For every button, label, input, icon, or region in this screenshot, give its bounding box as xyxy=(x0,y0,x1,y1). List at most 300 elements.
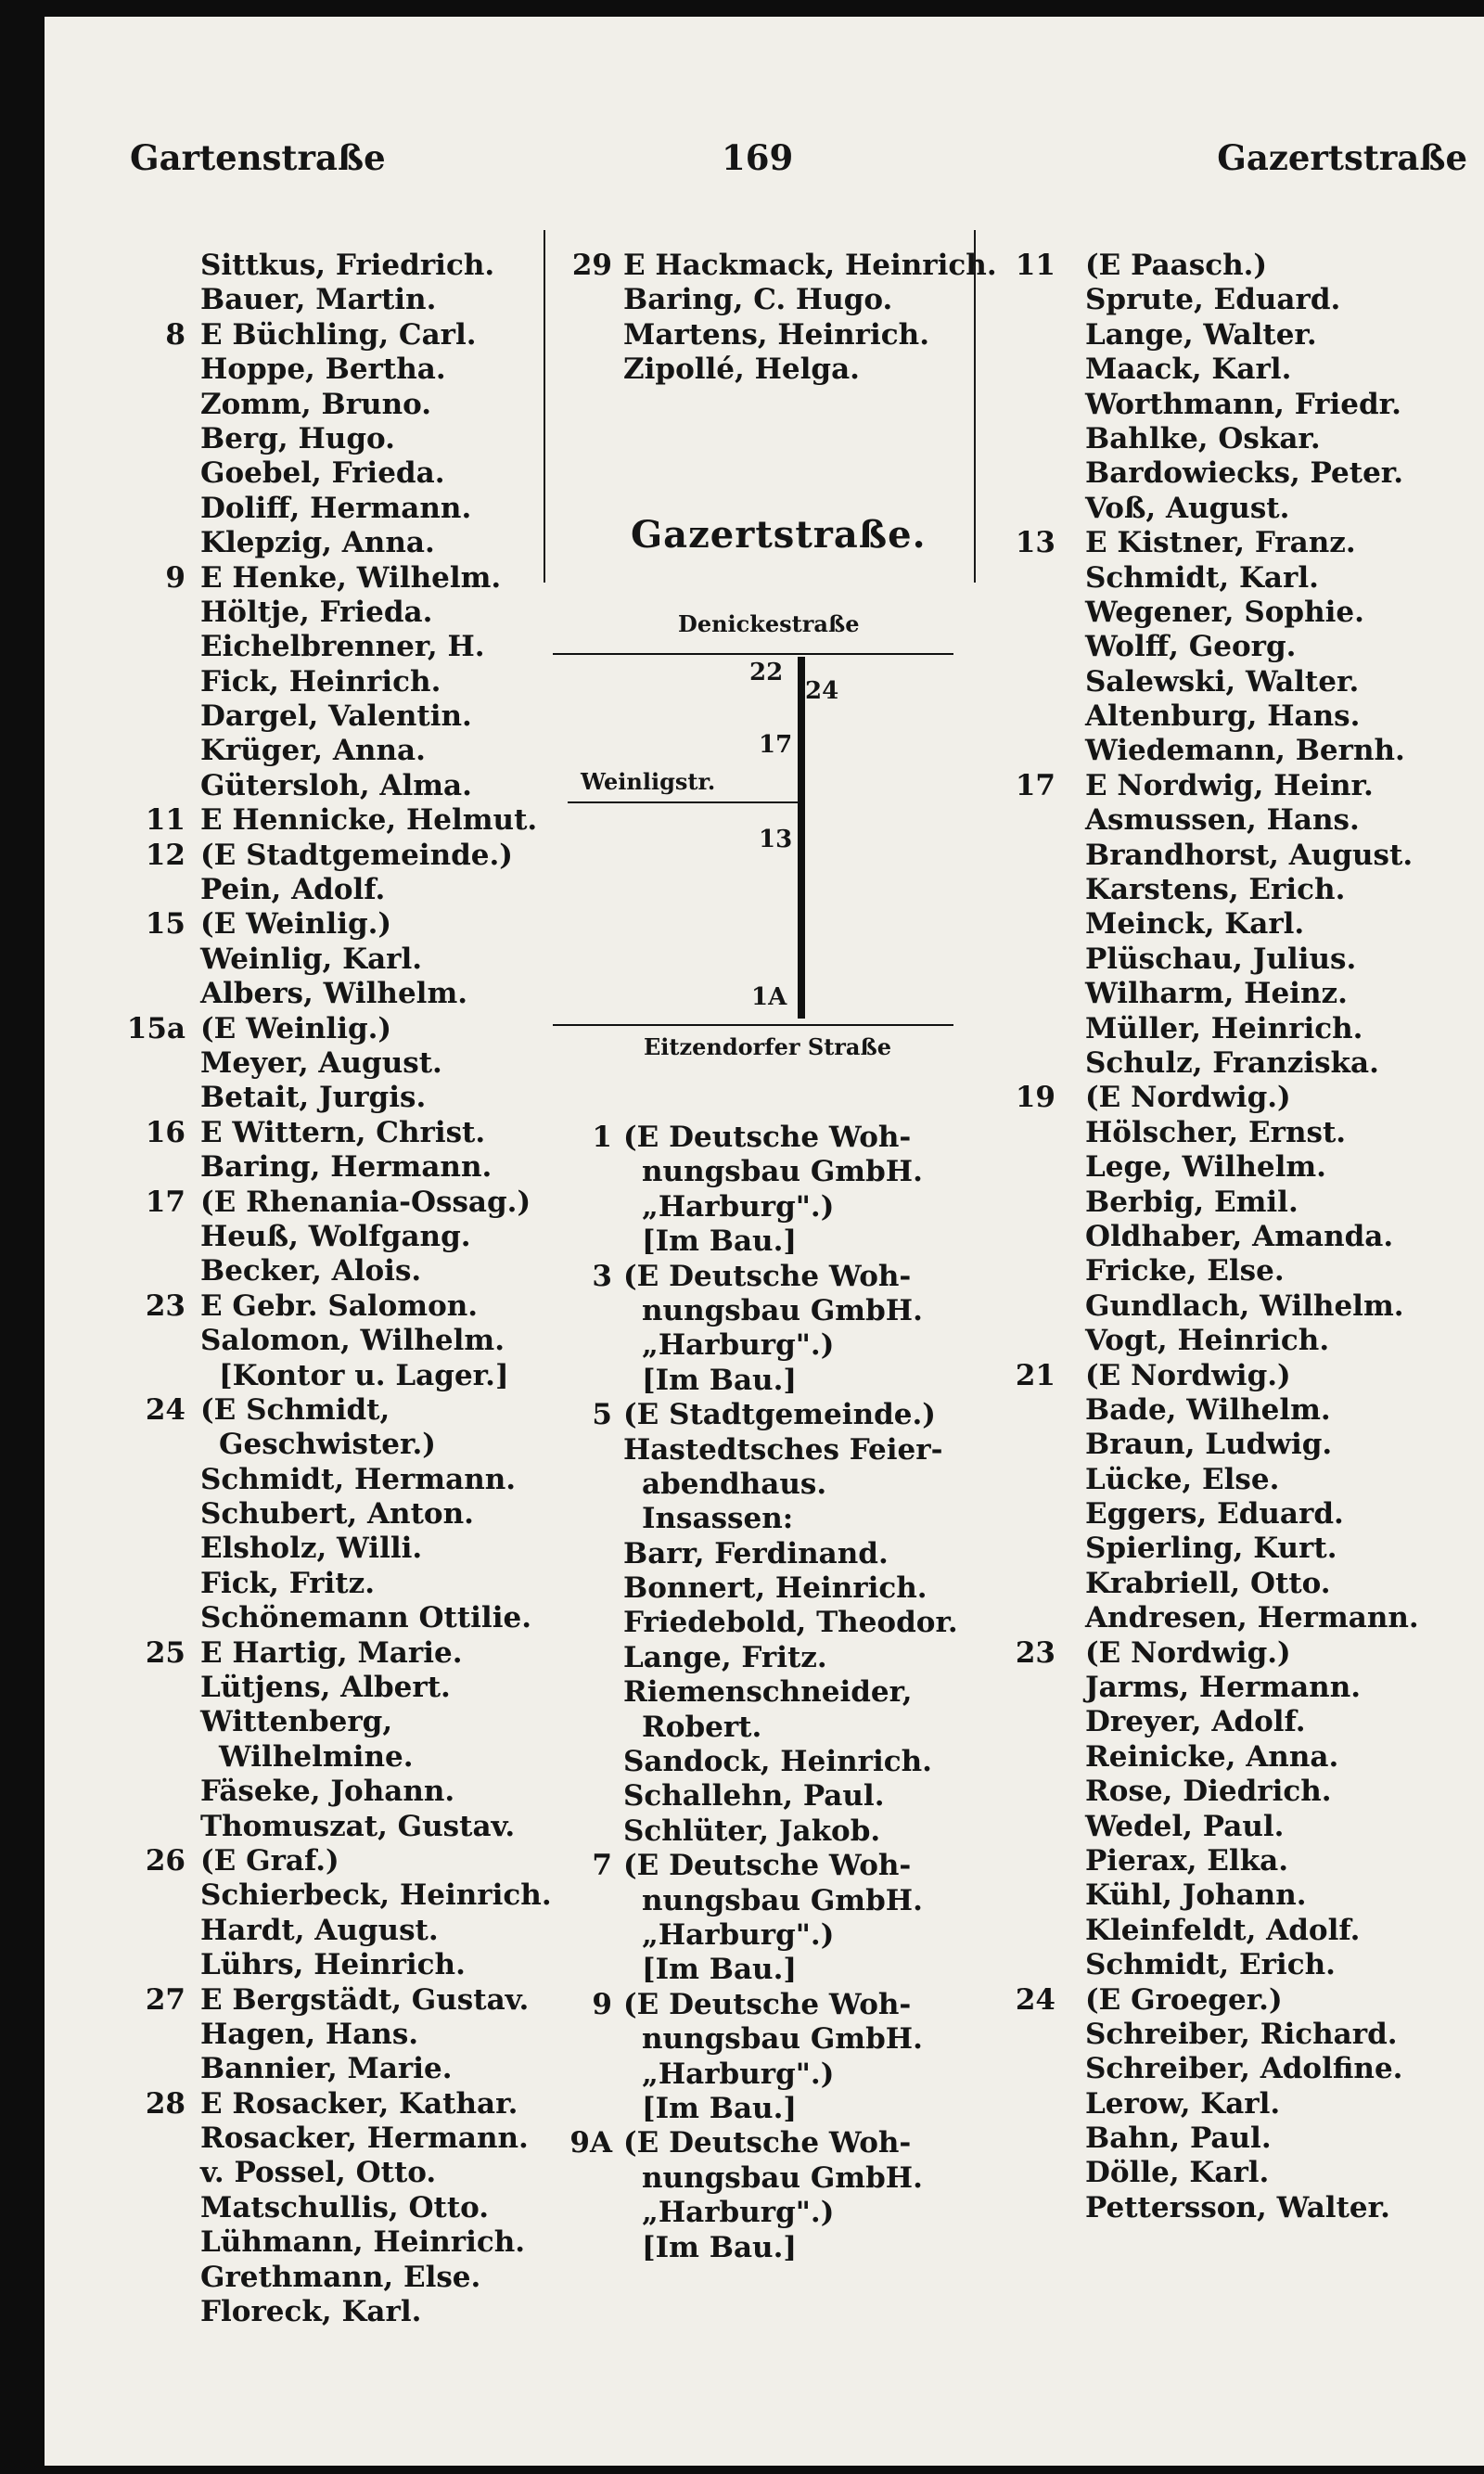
entry-row xyxy=(981,422,1482,456)
section-heading: Gazertstraße. xyxy=(631,513,927,557)
entry-row xyxy=(45,1775,553,1809)
entry-row xyxy=(45,699,553,734)
entry-row xyxy=(981,1532,1482,1566)
entry-row xyxy=(981,1324,1482,1358)
entry-row xyxy=(564,1675,1000,1710)
entry-row xyxy=(981,734,1482,768)
entry-row xyxy=(564,1364,1000,1398)
resident-name: Dölle, Karl. xyxy=(1085,2156,1270,2190)
resident-name: „Harburg".) xyxy=(642,2196,835,2230)
resident-name: Karstens, Erich. xyxy=(1085,873,1346,907)
resident-name: Baring, C. Hugo. xyxy=(623,283,893,317)
entry-row xyxy=(564,1711,1000,1745)
resident-name: Martens, Heinrich. xyxy=(623,317,929,352)
resident-name: „Harburg".) xyxy=(642,1189,835,1224)
resident-name: Lange, Fritz. xyxy=(623,1640,827,1674)
resident-name: Fäseke, Johann. xyxy=(200,1775,455,1809)
entry-row xyxy=(564,1398,1000,1432)
entry-row xyxy=(45,1810,553,1844)
resident-name: E Hackmack, Heinrich. xyxy=(623,249,997,282)
resident-name: [Kontor u. Lager.] xyxy=(219,1358,509,1392)
entry-row xyxy=(45,2018,553,2052)
entry-row xyxy=(981,1671,1482,1705)
entry-row xyxy=(981,665,1482,699)
entry-row xyxy=(564,2231,1000,2265)
entry-row xyxy=(981,1878,1482,1913)
entry-row xyxy=(564,1433,1000,1468)
map-side-rule xyxy=(568,801,800,803)
entry-row xyxy=(981,1740,1482,1775)
entry-row xyxy=(45,249,553,283)
resident-name: nungsbau GmbH. xyxy=(642,1883,923,1917)
resident-name: Schreiber, Adolfine. xyxy=(1085,2052,1403,2086)
map-main-street-line xyxy=(798,657,805,1019)
entry-row xyxy=(45,2052,553,2086)
resident-name: „Harburg".) xyxy=(642,2057,835,2091)
entry-row xyxy=(45,630,553,664)
resident-name: [Im Bau.] xyxy=(642,1953,798,1987)
resident-name: Schmidt, Erich. xyxy=(1085,1948,1336,1982)
map-house-24: 24 xyxy=(805,677,839,705)
resident-name: E Hartig, Marie. xyxy=(200,1635,463,1670)
map-house-13: 13 xyxy=(759,826,793,853)
resident-name: (E Paasch.) xyxy=(1085,249,1268,282)
resident-name: Pettersson, Walter. xyxy=(1085,2190,1390,2224)
resident-name: Spierling, Kurt. xyxy=(1085,1532,1337,1566)
entry-row xyxy=(981,1983,1482,2018)
entry-row xyxy=(45,2295,553,2329)
resident-name: Reinicke, Anna. xyxy=(1085,1739,1339,1774)
entry-row xyxy=(981,942,1482,977)
resident-name: Eggers, Eduard. xyxy=(1085,1497,1344,1532)
resident-name: Schierbeck, Heinrich. xyxy=(200,1878,552,1913)
entry-row xyxy=(45,2261,553,2295)
entry-row xyxy=(981,1012,1482,1046)
entry-row xyxy=(981,907,1482,942)
house-number: 23 xyxy=(1015,1635,1055,1670)
resident-name: E Nordwig, Heinr. xyxy=(1085,768,1374,802)
entry-row xyxy=(981,1393,1482,1428)
resident-name: Fick, Heinrich. xyxy=(200,664,441,699)
house-number: 17 xyxy=(145,1185,186,1219)
entry-row xyxy=(981,2156,1482,2190)
resident-name: Berg, Hugo. xyxy=(200,421,395,455)
house-number: 11 xyxy=(1015,249,1055,282)
resident-name: Wedel, Paul. xyxy=(1085,1809,1285,1843)
entry-row xyxy=(45,1254,553,1288)
resident-name: E Wittern, Christ. xyxy=(200,1115,486,1149)
resident-name: Worthmann, Friedr. xyxy=(1085,387,1401,421)
resident-name: Eichelbrenner, H. xyxy=(200,630,485,664)
resident-name: Dreyer, Adolf. xyxy=(1085,1705,1306,1739)
page-number: 169 xyxy=(722,137,794,178)
resident-name: Insassen: xyxy=(642,1502,794,1536)
entry-row xyxy=(564,1641,1000,1675)
entry-row xyxy=(564,1884,1000,1918)
resident-name: Schallehn, Paul. xyxy=(623,1779,885,1814)
resident-name: Lühmann, Heinrich. xyxy=(200,2225,526,2260)
resident-name: Hastedtsches Feier- xyxy=(623,1432,943,1467)
entry-row xyxy=(564,1849,1000,1883)
resident-name: nungsbau GmbH. xyxy=(642,1155,923,1189)
entry-row xyxy=(45,2156,553,2190)
entry-row xyxy=(45,1671,553,1705)
entry-row xyxy=(981,2087,1482,2121)
resident-name: E Kistner, Franz. xyxy=(1085,526,1356,560)
entry-row xyxy=(981,1359,1482,1393)
map-top-rule xyxy=(553,653,953,655)
entry-row xyxy=(45,1393,553,1428)
resident-name: (E Deutsche Woh- xyxy=(623,1121,912,1154)
resident-name: Riemenschneider, xyxy=(623,1675,913,1710)
entry-row xyxy=(564,1918,1000,1953)
resident-name: Oldhaber, Amanda. xyxy=(1085,1219,1394,1253)
house-number: 9 xyxy=(592,1987,612,2021)
resident-name: (E Deutsche Woh- xyxy=(623,1259,912,1293)
resident-name: Lücke, Else. xyxy=(1085,1462,1280,1496)
resident-name: Krabriell, Otto. xyxy=(1085,1566,1331,1600)
entry-row xyxy=(981,388,1482,422)
house-number: 23 xyxy=(145,1288,186,1323)
resident-name: Bannier, Marie. xyxy=(200,2052,453,2086)
resident-name: (E Groeger.) xyxy=(1085,1982,1283,2017)
entry-row xyxy=(981,249,1482,283)
entry-row xyxy=(45,769,553,803)
resident-name: Hölscher, Ernst. xyxy=(1085,1115,1347,1149)
entry-row xyxy=(981,1567,1482,1601)
entry-row xyxy=(45,1705,553,1739)
entry-row xyxy=(45,1463,553,1497)
resident-name: (E Nordwig.) xyxy=(1085,1081,1291,1115)
resident-name: Hardt, August. xyxy=(200,1913,439,1947)
resident-name: Bauer, Martin. xyxy=(200,283,437,317)
entry-row xyxy=(45,839,553,873)
resident-name: (E Nordwig.) xyxy=(1085,1635,1291,1670)
resident-name: Altenburg, Hans. xyxy=(1085,699,1361,734)
entry-row xyxy=(564,1468,1000,1502)
entry-row xyxy=(45,2087,553,2121)
entry-row xyxy=(981,2018,1482,2052)
resident-name: E Gebr. Salomon. xyxy=(200,1288,479,1323)
house-number: 16 xyxy=(145,1115,186,1149)
house-number: 8 xyxy=(165,317,186,352)
entry-row xyxy=(45,456,553,491)
resident-name: [Im Bau.] xyxy=(642,1363,798,1397)
entry-row xyxy=(45,422,553,456)
resident-name: Betait, Jurgis. xyxy=(200,1081,427,1115)
house-number: 27 xyxy=(145,1982,186,2017)
entry-row xyxy=(45,1914,553,1948)
resident-name: (E Weinlig.) xyxy=(200,1011,392,1045)
resident-name: Jarms, Hermann. xyxy=(1085,1671,1362,1705)
resident-name: Sandock, Heinrich. xyxy=(623,1745,932,1779)
resident-name: Lange, Walter. xyxy=(1085,317,1317,352)
entry-row xyxy=(564,249,1000,283)
resident-name: Wolff, Georg. xyxy=(1085,630,1297,664)
entry-row xyxy=(981,2191,1482,2225)
entry-row xyxy=(564,1988,1000,2022)
entry-row xyxy=(45,1532,553,1566)
resident-name: E Hennicke, Helmut. xyxy=(200,803,538,838)
entry-row xyxy=(45,1878,553,1913)
house-number: 15a xyxy=(126,1011,186,1045)
entry-row xyxy=(981,699,1482,734)
entry-row xyxy=(45,1150,553,1185)
entry-row xyxy=(981,873,1482,907)
resident-name: Bonnert, Heinrich. xyxy=(623,1571,928,1606)
entry-row xyxy=(45,1081,553,1115)
resident-name: „Harburg".) xyxy=(642,1328,835,1363)
resident-name: Berbig, Emil. xyxy=(1085,1185,1298,1219)
entry-row xyxy=(45,1983,553,2018)
resident-name: Maack, Karl. xyxy=(1085,353,1292,387)
resident-name: Elsholz, Willi. xyxy=(200,1532,423,1566)
header-left-street: Gartenstraße xyxy=(130,137,386,178)
entry-row xyxy=(45,665,553,699)
house-number: 15 xyxy=(145,907,186,942)
resident-name: E Büchling, Carl. xyxy=(200,317,477,352)
resident-name: Fick, Fritz. xyxy=(200,1566,376,1600)
entry-row xyxy=(981,2052,1482,2086)
entry-row xyxy=(45,907,553,942)
entry-row xyxy=(981,526,1482,560)
entry-row xyxy=(45,1428,553,1462)
entry-row xyxy=(564,1328,1000,1363)
resident-name: Bahn, Paul. xyxy=(1085,2121,1272,2156)
resident-name: Floreck, Karl. xyxy=(200,2295,422,2329)
entry-row xyxy=(981,1081,1482,1115)
resident-name: Wegener, Sophie. xyxy=(1085,595,1364,629)
entry-row xyxy=(45,1567,553,1601)
entry-row xyxy=(981,977,1482,1011)
resident-name: (E Deutsche Woh- xyxy=(623,1849,912,1883)
resident-name: Bardowiecks, Peter. xyxy=(1085,456,1404,491)
resident-name: Pein, Adolf. xyxy=(200,873,386,907)
entry-row xyxy=(45,388,553,422)
entry-row xyxy=(45,1186,553,1220)
house-number: 13 xyxy=(1015,526,1055,560)
resident-name: Kühl, Johann. xyxy=(1085,1878,1307,1913)
entry-row xyxy=(564,1571,1000,1606)
resident-name: Sittkus, Friedrich. xyxy=(200,249,495,282)
entry-row xyxy=(45,873,553,907)
resident-name: Robert. xyxy=(642,1710,762,1744)
entry-row xyxy=(564,1606,1000,1640)
house-number: 29 xyxy=(571,249,612,282)
resident-name: Schubert, Anton. xyxy=(200,1497,474,1532)
entry-row xyxy=(45,1046,553,1081)
entry-row xyxy=(45,353,553,387)
resident-name: Schmidt, Karl. xyxy=(1085,560,1319,595)
house-number: 5 xyxy=(592,1398,612,1432)
resident-name: Pierax, Elka. xyxy=(1085,1843,1289,1878)
resident-name: nungsbau GmbH. xyxy=(642,2022,923,2057)
entry-row xyxy=(45,1324,553,1358)
resident-name: (E Schmidt, xyxy=(200,1392,390,1427)
resident-name: Weinlig, Karl. xyxy=(200,942,423,976)
entry-row xyxy=(981,353,1482,387)
entry-row xyxy=(981,1289,1482,1324)
entry-row xyxy=(564,353,1000,387)
house-number: 17 xyxy=(1015,768,1055,802)
resident-name: Heuß, Wolfgang. xyxy=(200,1219,471,1253)
entry-row xyxy=(45,1220,553,1254)
resident-name: Sprute, Eduard. xyxy=(1085,283,1341,317)
directory-page xyxy=(45,17,1484,2466)
map-bottom-street: Eitzendorfer Straße xyxy=(644,1033,891,1060)
entry-row xyxy=(981,456,1482,491)
house-number: 28 xyxy=(145,2086,186,2121)
map-bottom-rule xyxy=(553,1024,953,1026)
entry-row xyxy=(981,1810,1482,1844)
resident-name: Matschullis, Otto. xyxy=(200,2190,490,2224)
entry-row xyxy=(981,1428,1482,1462)
entry-row xyxy=(564,1190,1000,1224)
resident-name: Schlüter, Jakob. xyxy=(623,1814,881,1848)
resident-name: Rose, Diedrich. xyxy=(1085,1775,1332,1809)
entry-row xyxy=(45,2225,553,2260)
entry-row xyxy=(981,318,1482,353)
resident-name: Vogt, Heinrich. xyxy=(1085,1324,1330,1358)
column-middle-top xyxy=(564,249,1000,388)
house-number: 21 xyxy=(1015,1358,1055,1392)
entry-row xyxy=(981,2121,1482,2156)
resident-name: Müller, Heinrich. xyxy=(1085,1011,1363,1045)
entry-row xyxy=(564,1260,1000,1294)
entry-row xyxy=(981,839,1482,873)
resident-name: Thomuszat, Gustav. xyxy=(200,1809,516,1843)
entry-row xyxy=(564,2196,1000,2230)
entry-row xyxy=(45,1116,553,1150)
entry-row xyxy=(981,596,1482,630)
resident-name: Becker, Alois. xyxy=(200,1254,422,1288)
resident-name: Zipollé, Helga. xyxy=(623,353,860,387)
entry-row xyxy=(981,1254,1482,1288)
map-house-22: 22 xyxy=(749,659,784,686)
entry-row xyxy=(981,1601,1482,1635)
resident-name: Doliff, Hermann. xyxy=(200,491,472,525)
entry-row xyxy=(981,1948,1482,1982)
resident-name: Zomm, Bruno. xyxy=(200,387,432,421)
resident-name: Kleinfeldt, Adolf. xyxy=(1085,1913,1361,1947)
resident-name: Wilharm, Heinz. xyxy=(1085,977,1348,1011)
entry-row xyxy=(45,1359,553,1393)
resident-name: (E Rhenania-Ossag.) xyxy=(200,1185,531,1219)
resident-name: Brandhorst, August. xyxy=(1085,838,1414,872)
resident-name: Schulz, Franziska. xyxy=(1085,1045,1379,1080)
entry-row xyxy=(45,1948,553,1982)
entry-row xyxy=(981,803,1482,838)
house-number: 11 xyxy=(145,803,186,838)
entry-row xyxy=(45,1601,553,1635)
resident-name: (E Deutsche Woh- xyxy=(623,1987,912,2021)
resident-name: Bade, Wilhelm. xyxy=(1085,1392,1331,1427)
entry-row xyxy=(981,1220,1482,1254)
resident-name: Meinck, Karl. xyxy=(1085,907,1305,942)
resident-name: Plüschau, Julius. xyxy=(1085,942,1357,976)
entry-row xyxy=(564,1502,1000,1536)
entry-row xyxy=(981,283,1482,317)
resident-name: Salewski, Walter. xyxy=(1085,664,1360,699)
entry-row xyxy=(45,492,553,526)
resident-name: Lerow, Karl. xyxy=(1085,2086,1281,2121)
entry-row xyxy=(45,1012,553,1046)
resident-name: (E Stadtgemeinde.) xyxy=(623,1398,936,1432)
resident-name: E Rosacker, Kathar. xyxy=(200,2086,518,2121)
entry-row xyxy=(981,1775,1482,1809)
entry-row xyxy=(981,1150,1482,1185)
resident-name: [Im Bau.] xyxy=(642,1224,798,1259)
resident-name: Lege, Wilhelm. xyxy=(1085,1150,1326,1185)
entry-row xyxy=(564,1953,1000,1987)
entry-row xyxy=(564,2057,1000,2092)
house-number: 25 xyxy=(145,1635,186,1670)
resident-name: Höltje, Frieda. xyxy=(200,595,433,629)
entry-row xyxy=(981,1463,1482,1497)
entry-row xyxy=(981,1914,1482,1948)
entry-row xyxy=(981,630,1482,664)
resident-name: Goebel, Frieda. xyxy=(200,456,445,491)
entry-row xyxy=(981,1497,1482,1532)
resident-name: Salomon, Wilhelm. xyxy=(200,1324,505,1358)
resident-name: (E Deutsche Woh- xyxy=(623,2126,912,2160)
resident-name: v. Possel, Otto. xyxy=(200,2156,437,2190)
map-house-1a: 1A xyxy=(751,983,787,1011)
resident-name: Albers, Wilhelm. xyxy=(200,977,468,1011)
entry-row xyxy=(564,1155,1000,1189)
resident-name: abendhaus. xyxy=(642,1467,827,1501)
resident-name: Meyer, August. xyxy=(200,1045,442,1080)
resident-name: Dargel, Valentin. xyxy=(200,699,472,734)
resident-name: Hoppe, Bertha. xyxy=(200,353,446,387)
street-map xyxy=(553,610,1007,1060)
resident-name: Voß, August. xyxy=(1085,491,1290,525)
entry-row xyxy=(564,1224,1000,1259)
house-number: 12 xyxy=(145,838,186,872)
resident-name: [Im Bau.] xyxy=(642,2230,798,2264)
entry-row xyxy=(45,734,553,768)
entry-row xyxy=(981,1186,1482,1220)
resident-name: „Harburg".) xyxy=(642,1917,835,1952)
house-number: 1 xyxy=(592,1121,612,1154)
resident-name: Gundlach, Wilhelm. xyxy=(1085,1288,1404,1323)
entry-row xyxy=(45,1740,553,1775)
column-left xyxy=(45,249,553,2329)
entry-row xyxy=(564,283,1000,317)
resident-name: (E Stadtgemeinde.) xyxy=(200,838,513,872)
resident-name: Schmidt, Hermann. xyxy=(200,1462,517,1496)
house-number: 3 xyxy=(592,1259,612,1293)
house-number: 24 xyxy=(1015,1982,1055,2017)
entry-row xyxy=(45,1289,553,1324)
resident-name: Schönemann Ottilie. xyxy=(200,1601,531,1635)
resident-name: Geschwister.) xyxy=(219,1428,436,1462)
resident-name: Wiedemann, Bernh. xyxy=(1085,734,1405,768)
entry-row xyxy=(45,561,553,596)
column-right xyxy=(981,249,1482,2225)
entry-row xyxy=(981,1046,1482,1081)
entry-row xyxy=(564,1745,1000,1779)
entry-row xyxy=(45,318,553,353)
entry-row xyxy=(45,2121,553,2156)
resident-name: Lührs, Heinrich. xyxy=(200,1948,466,1982)
column-middle-bottom xyxy=(564,1121,1000,2265)
resident-name: E Bergstädt, Gustav. xyxy=(200,1982,530,2017)
entry-row xyxy=(564,1121,1000,1155)
entry-row xyxy=(564,1537,1000,1571)
resident-name: Barr, Ferdinand. xyxy=(623,1536,889,1570)
resident-name: Braun, Ludwig. xyxy=(1085,1428,1333,1462)
